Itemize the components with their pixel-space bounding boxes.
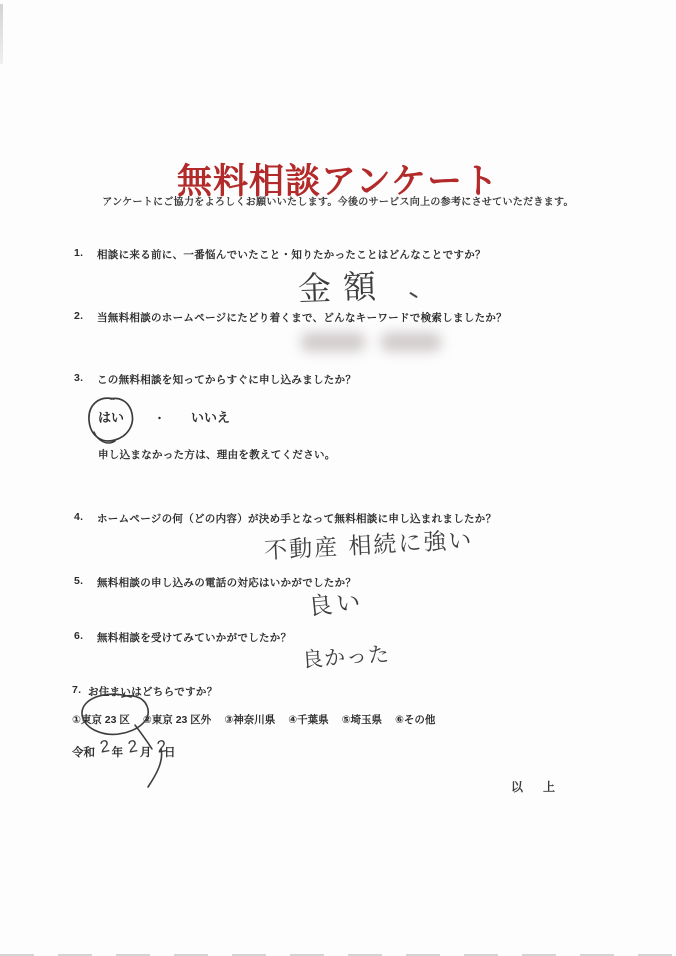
question-4-number: 4. — [74, 511, 84, 523]
question-4-text: ホームページの何（どの内容）が決め手となって無料相談に申し込まれましたか？ — [97, 513, 497, 525]
question-6 — [74, 630, 291, 645]
question-2-number: 2. — [74, 310, 84, 322]
redacted-answer-q2 — [300, 329, 450, 357]
blur-blob — [300, 332, 366, 352]
day-label: 日 — [164, 747, 176, 759]
year-label: 年 — [111, 747, 124, 759]
question-1 — [74, 247, 486, 262]
question-2-text: 当無料相談のホームページにたどり着くまで、どんなキーワードで検索しましたか？ — [97, 312, 507, 324]
question-5-text: 無料相談の申し込みの電話の対応はいかがでしたか？ — [97, 577, 357, 589]
handwritten-answer-q4: 不動産 相続に強い — [263, 527, 474, 565]
option-other: ⑥その他 — [394, 714, 436, 726]
option-yes: はい — [98, 410, 125, 425]
blur-blob — [380, 332, 442, 352]
question-6-number: 6. — [74, 630, 84, 642]
hand-circle-mark-yes — [85, 395, 139, 447]
scan-edge-artifact-left — [0, 4, 3, 64]
handwritten-day: 2 — [154, 736, 168, 757]
question-7-number: 7. — [72, 684, 82, 696]
question-5-number: 5. — [74, 575, 84, 587]
handwritten-answer-q1: 金額 — [297, 266, 389, 309]
handwritten-month: 2 — [126, 736, 140, 757]
option-saitama: ⑤埼玉県 — [341, 714, 382, 726]
pen-stray-mark — [409, 292, 418, 298]
handwritten-answer-q5: 良い — [306, 587, 366, 621]
question-6-text: 無料相談を受けてみていかがでしたか？ — [97, 632, 292, 644]
page-title: 無料相談アンケート — [177, 162, 499, 202]
closing-text: 以 上 — [511, 780, 560, 794]
question-1-text: 相談に来る前に、一番悩んでいたこと・知りたかったことはどんなことですか？ — [97, 249, 486, 261]
hand-pen-stroke-day-tail — [146, 747, 166, 791]
question-1-number: 1. — [74, 247, 84, 259]
page-subtitle: アンケートにご協力をよろしくお願いいたします。今後のサービス向上の参考にさせていただきます。 — [102, 197, 574, 208]
option-separator: ・ — [154, 413, 166, 425]
question-3-followup: 申し込まなかった方は、理由を教えてください。 — [98, 449, 336, 461]
option-no: いいえ — [191, 410, 231, 425]
question-3-text: この無料相談を知ってからすぐに申し込みましたか？ — [97, 374, 357, 386]
handwritten-year: 2 — [98, 736, 112, 757]
question-7-text: お住まいはどちらですか？ — [88, 686, 218, 698]
question-2 — [74, 310, 507, 325]
question-3 — [74, 372, 356, 387]
era-label: 令和 — [72, 747, 95, 759]
option-tokyo23: ①東京 23 区 — [72, 714, 130, 726]
month-label: 月 — [139, 747, 152, 759]
option-tokyo23-outside: ②東京 23 区外 — [142, 714, 212, 726]
option-chiba: ④千葉県 — [288, 714, 329, 726]
option-kanagawa: ③神奈川県 — [224, 714, 276, 726]
handwritten-answer-q6: 良かった — [301, 641, 391, 673]
question-3-number: 3. — [74, 372, 84, 384]
